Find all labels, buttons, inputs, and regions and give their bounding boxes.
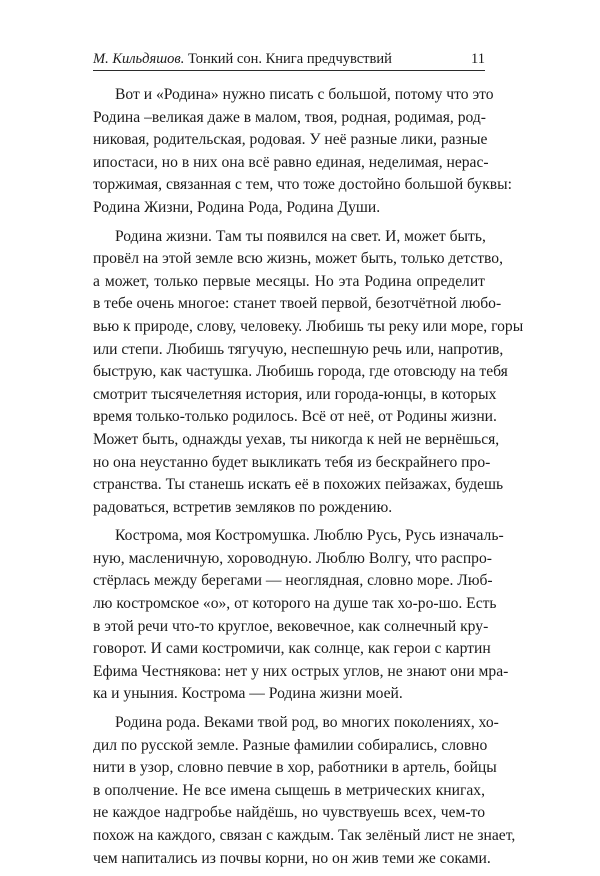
text-line: а может, только первые месяцы. Но эта Родина определит [93, 272, 485, 290]
paragraph [93, 84, 512, 220]
header-author: М. Кильдяшов. [93, 51, 185, 67]
text-line: торжимая, связанная с тем, что тоже достойно большой буквы: [93, 176, 512, 194]
text-line: похож на каждого, связан с каждым. Так зелёный лист не знает, [93, 827, 516, 844]
text-line: лю костромское «о», от которого на душе так хо-ро-шо. Есть [93, 595, 497, 613]
text-line: быструю, как частушка. Любишь города, где отовсюду на тебя [93, 363, 508, 381]
running-header [93, 48, 485, 68]
text-line: стёрлась между берегами — неоглядная, словно море. Люб- [93, 572, 493, 590]
text-line: чем напитались из почвы корни, но он жив теми же соками. [93, 849, 491, 867]
header-title [93, 50, 392, 68]
text-line: ипостаси, но в них она всё равно единая, неделимая, нерас- [93, 153, 489, 171]
text-line: Родина –великая даже в малом, твоя, родная, родимая, род- [93, 108, 486, 126]
text-line: в тебе очень многое: станет твоей первой, безотчётной любо- [93, 295, 502, 313]
text-line: дил по русской земле. Разные фамилии собирались, словно [93, 736, 488, 754]
text-line: или степи. Любишь тягучую, неспешную речь или, напротив, [93, 340, 504, 358]
text-line: Вот и «Родина» нужно писать с большой, потому что это [115, 86, 494, 103]
text-line: Родина Жизни, Родина Рода, Родина Души. [93, 198, 381, 216]
text-line: время только-только родилось. Всё от неё, от Родины жизни. [93, 408, 497, 426]
text-line: никовая, родительская, родовая. У неё разные лики, разные [93, 131, 488, 149]
header-divider [93, 70, 485, 71]
text-line: не каждое надгробье найдёшь, но чувствуешь всех, чем-то [93, 804, 485, 822]
paragraph [93, 712, 516, 870]
text-line: говорот. И сами костромичи, как солнце, как герои с картин [93, 640, 491, 658]
text-line: Может быть, однажды уехав, ты никогда к ней не вернёшься, [93, 430, 500, 448]
paragraph [93, 226, 524, 520]
text-line: Родина рода. Веками твой род, во многих поколениях, хо- [115, 714, 499, 732]
text-line: ка и уныния. Кострома — Родина жизни моей. [93, 685, 403, 703]
text-line: вью к природе, слову, человеку. Любишь ты реку или море, горы [93, 317, 524, 335]
text-line: Ефима Честнякова: нет у них острых углов, не знают они мра- [93, 662, 509, 680]
paragraph [93, 525, 509, 706]
text-line: но она неустанно будет выкликать тебя из бескрайнего про- [93, 453, 491, 471]
page-number: 11 [471, 51, 485, 67]
text-line: в этой речи что-то круглое, вековечное, как солнечный кру- [93, 617, 489, 635]
text-line: провёл на этой земле всю жизнь, может быть, только детство, [93, 250, 503, 268]
text-line: Кострома, моя Костромушка. Люблю Русь, Русь изначаль- [115, 527, 504, 545]
text-line: смотрит тысячелетняя история, или города-юнцы, в которых [93, 385, 497, 403]
text-line: радоваться, встретив земляков по рождению. [93, 498, 393, 516]
text-line: странства. Ты станешь искать её в похожих пейзажах, будешь [93, 476, 504, 494]
text-line: ную, масленичную, хороводную. Люблю Волгу, что распро- [93, 549, 492, 567]
header-book-title: Тонкий сон. Книга предчувствий [187, 51, 392, 67]
text-line: нити в узор, словно певчие в хор, работники в артель, бойцы [93, 759, 497, 777]
text-line: в ополчение. Не все имена сыщешь в метрических книгах, [93, 781, 485, 799]
text-line: Родина жизни. Там ты появился на свет. И, может быть, [115, 227, 486, 245]
body-text [93, 84, 524, 876]
